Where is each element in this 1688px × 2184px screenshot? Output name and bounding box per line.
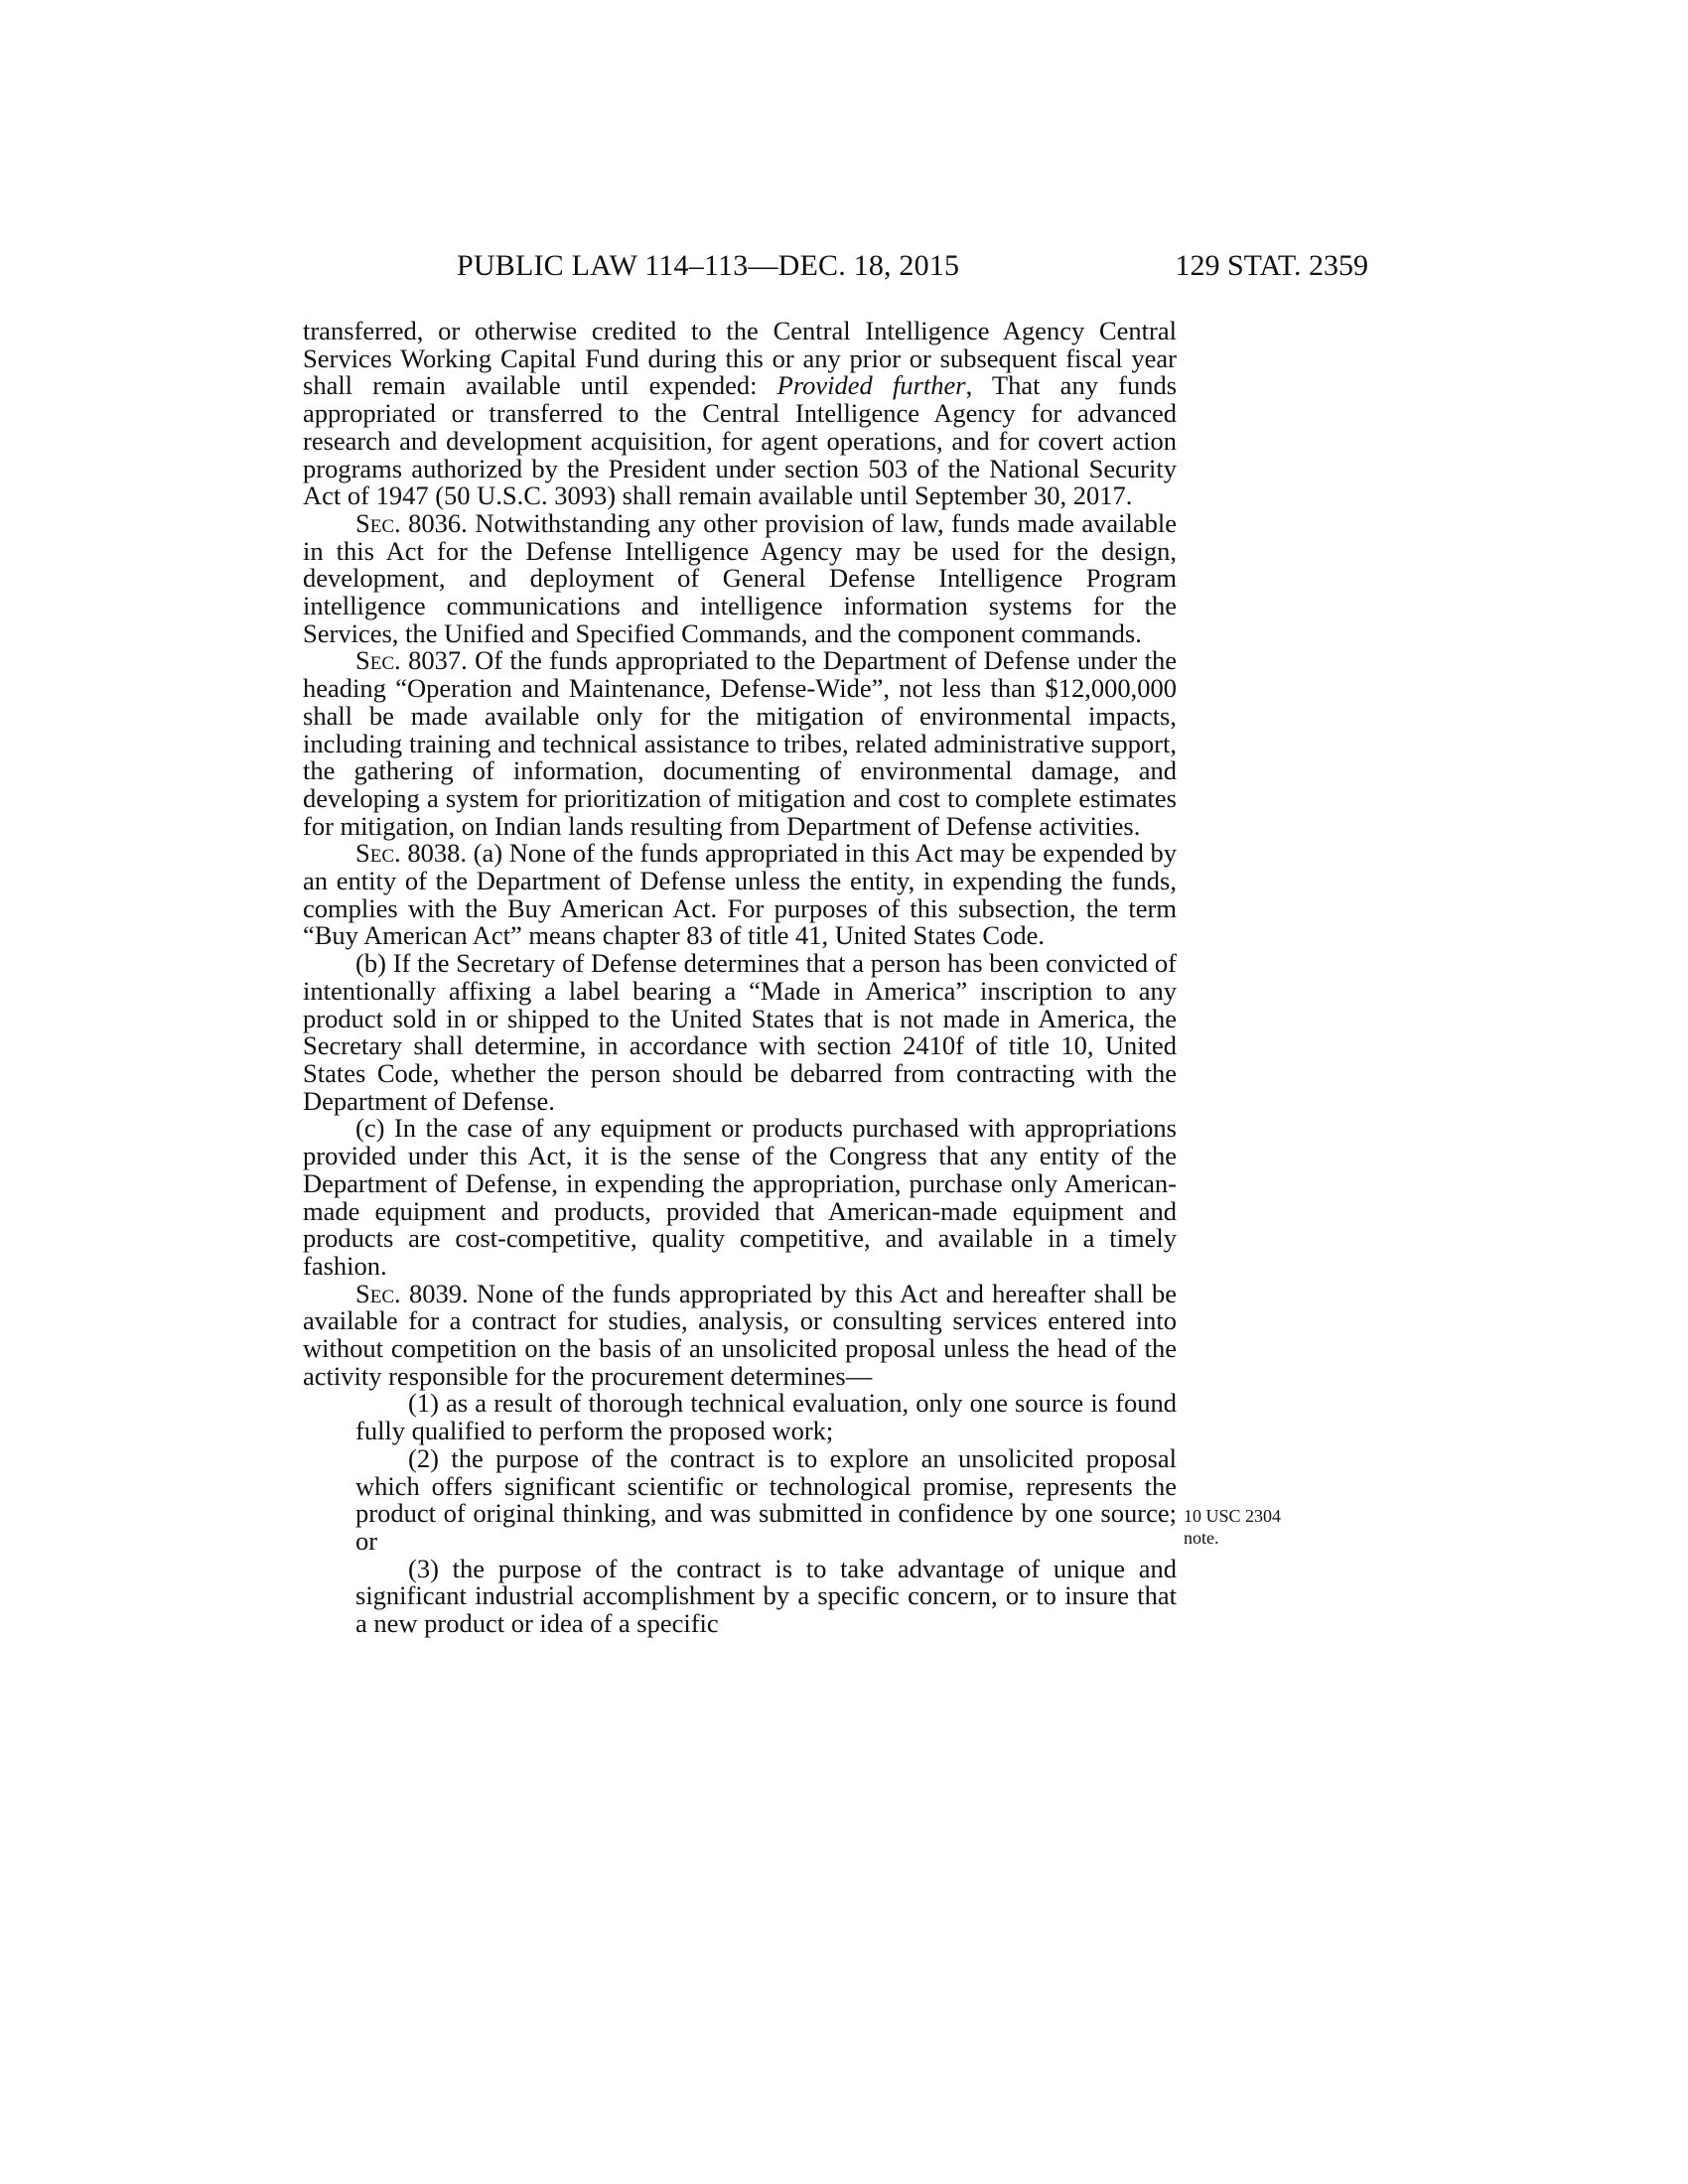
margin-note [1184,1505,1333,1549]
paragraph-text: transferred, or otherwise credited to the Central Intelligence Agency Central Services Working Capital Fund during this or any prior or subsequent fiscal year shall remain available until expended: [303,316,1177,401]
margin-note-label: note. [1184,1528,1219,1548]
section-text: Notwithstanding any other provision of law, funds made available in this Act for the Defense Intelligence Agency may be used for the design, development, and deployment of General Defense Intelligence Program intelligence communications and intelligence information systems for the Services, the Unified and Specified Commands, and the component commands. [303,507,1178,648]
section-label: Sec. [355,507,401,538]
list-item: (3) the purpose of the contract is to take advantage of unique and significant industrial accomplishment by a specific concern, or to insure that a new product or idea of a specific [355,1553,1177,1639]
section-number: 8039. [408,1278,469,1308]
section-number: 8036. [408,507,468,538]
section-8036 [303,507,1178,648]
page-header [457,246,1368,286]
subsection-b: (b) If the Secretary of Defense determines that a person has been convicted of intentionally affixing a label bearing a “Made in America” inscription to any product sold in or shipped to the United States that is not made in America, the Secretary shall determine, in accordance with section 2410f of title 10, United States Code, whether the person should be debarred from contracting with the Department of Defense. [303,948,1177,1116]
section-number: 8037. [408,645,468,676]
section-text: None of the funds appropriated by this Act and hereafter shall be available for a contract for studies, analysis, or consulting services entered into without competition on the basis of an unsolicited proposal unless the head of the activity responsible for the procurement determines— [303,1278,1177,1391]
subsection-c: (c) In the case of any equipment or products purchased with appropriations provided under this Act, it is the sense of the Congress that any entity of the Department of Defense, in expending the appropriation, purchase only American-made equipment and products, provided that American-made equipment and products are cost-competitive, quality competitive, and available in a timely fashion. [303,1113,1177,1281]
list-item: (2) the purpose of the contract is to explore an unsolicited proposal which offers significant scientific or technological promise, represents the product of original thinking, and was submitted in confidence by one source; or [355,1442,1177,1556]
section-number: 8038. [407,838,467,869]
section-8038 [303,840,1177,950]
section-label: Sec. [355,1278,401,1308]
section-8037 [303,647,1177,840]
body-text [303,318,1177,1638]
running-head: PUBLIC LAW 114–113—DEC. 18, 2015 [457,249,960,282]
list-item: (1) as a result of thorough technical evaluation, only one source is found fully qualified to perform the proposed work; [355,1388,1177,1446]
provided-further-phrase: Provided further [776,370,966,401]
paragraph-text: , That any funds appropriated or transferred to the Central Intelligence Agency for advanced research and development acquisition, for agent operations, and for covert action programs authorized by the President under section 503 of the National Security Act of 1947 (50 U.S.C. 3093) shall remain available until September 30, 2017. [303,370,1178,511]
section-label: Sec. [355,645,401,676]
statute-page-reference: 129 STAT. 2359 [1175,249,1368,282]
section-label: Sec. [355,838,401,869]
section-8039 [303,1278,1177,1391]
paragraph-continued [303,318,1177,510]
section-text: Of the funds appropriated to the Department of Defense under the heading “Operation and Maintenance, Defense-Wide”, not less than $12,000,000 shall be made available only for the mitigation of environmental impacts, including training and technical assistance to tribes, related administrative support, the gathering of information, documenting of environmental damage, and developing a system for prioritization of mitigation and cost to complete estimates for mitigation, on Indian lands resulting from Department of Defense activities. [303,645,1178,841]
subsection-a: (a) None of the funds appropriated in this Act may be expended by an entity of the Department of Defense unless the entity, in expending the funds, complies with the Buy American Act. For purposes of this subsection, the term “Buy American Act” means chapter 83 of title 41, United States Code. [303,838,1178,951]
margin-note-citation: 10 USC 2304 [1184,1506,1282,1526]
